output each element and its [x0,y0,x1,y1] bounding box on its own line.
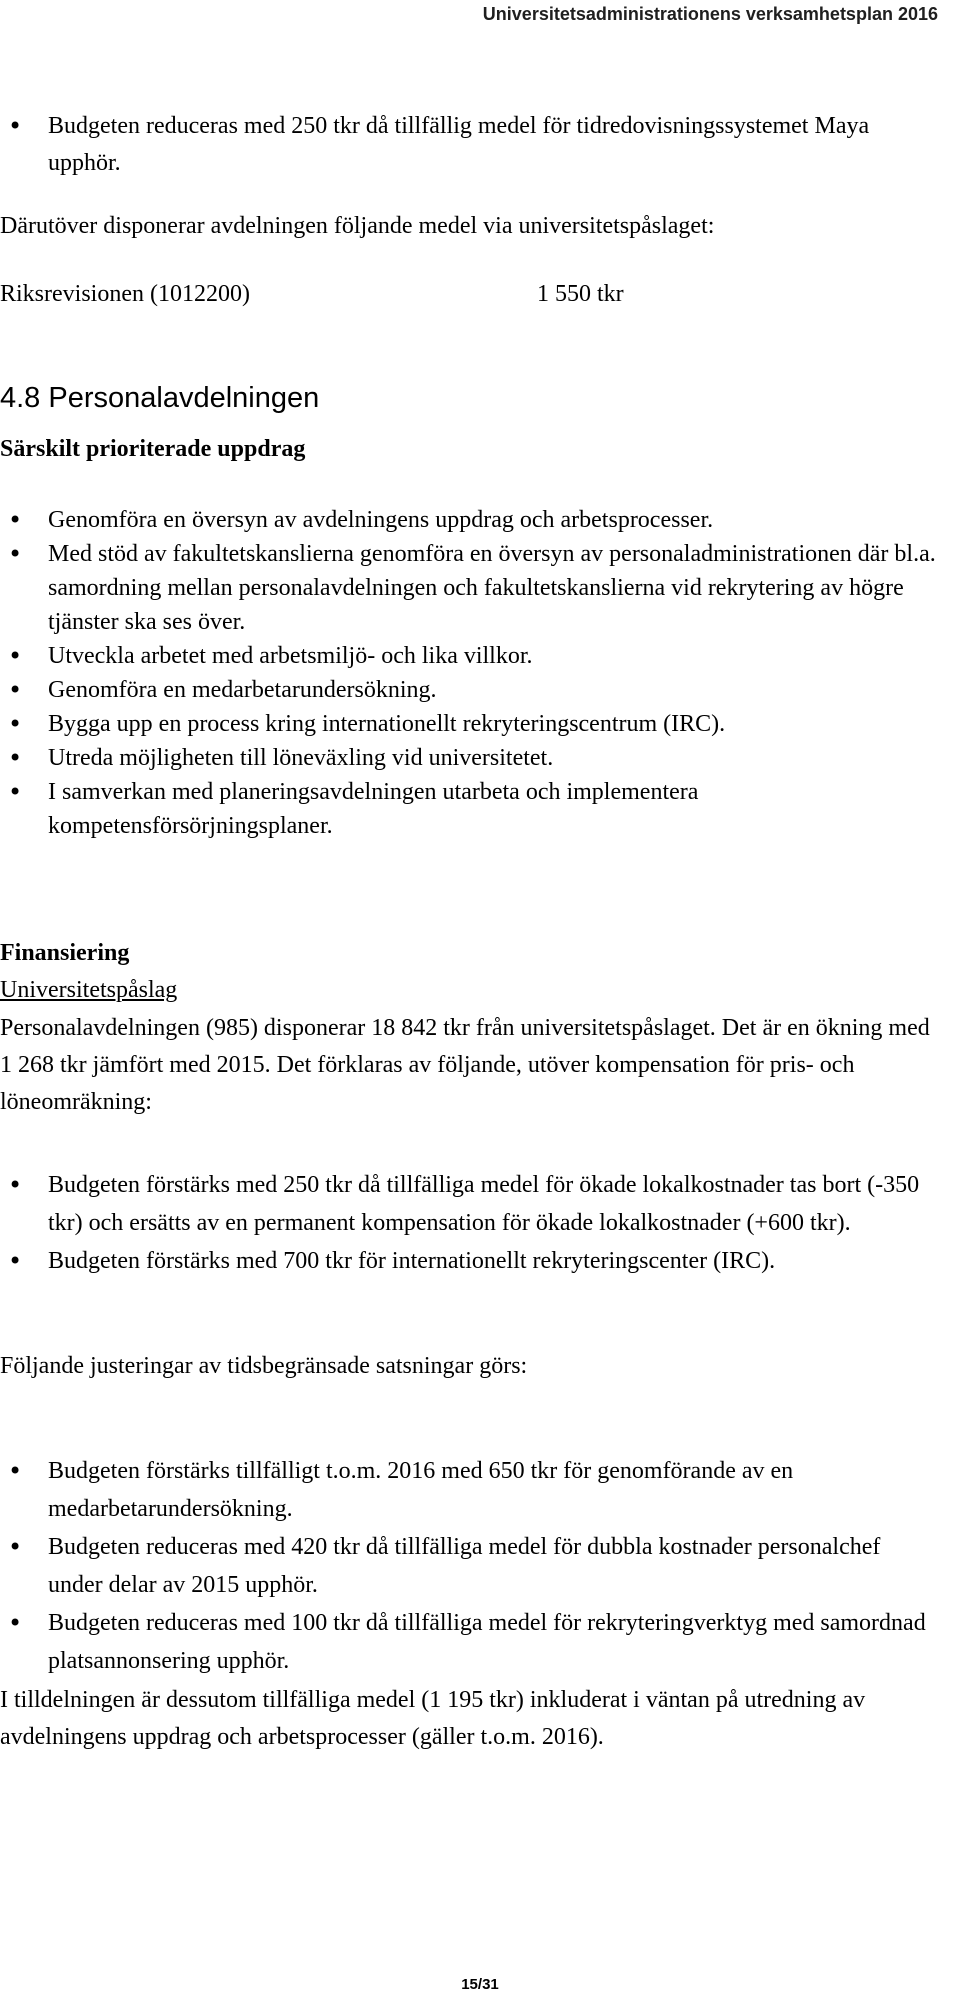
list-item: • Budgeten förstärks tillfälligt t.o.m. 2016 med 650 tkr för genomförande av en medarbetarundersökning. [0,1452,940,1528]
allocation-label: Riksrevisionen (1012200) [0,281,250,307]
list-item: • Budgeten reduceras med 250 tkr då tillfällig medel för tidredovisningssystemet Maya upphör. [0,108,940,182]
list-item: • Bygga upp en process kring internationellt rekryteringscentrum (IRC). [0,707,940,741]
list-item: • Med stöd av fakultetskanslierna genomföra en översyn av personaladministrationen där bl.a. samordning mellan personalavdelningen och fakultetskanslierna vid rekrytering av högre tjänster ska ses över. [0,537,940,639]
allocation-row [0,276,940,313]
financing-heading: Finansiering [0,940,130,966]
closing-paragraph: I tilldelningen är dessutom tillfälliga medel (1 195 tkr) inkluderat i väntan på utredning av avdelningens uppdrag och arbetsprocesser (gäller t.o.m. 2016). [0,1687,866,1750]
list-item: • Budgeten reduceras med 100 tkr då tillfälliga medel för rekryteringverktyg med samordnad platsannonsering upphör. [0,1604,940,1680]
list-item: • Utveckla arbetet med arbetsmiljö- och lika villkor. [0,639,940,673]
list-item: • Budgeten reduceras med 420 tkr då tillfälliga medel för dubbla kostnader personalchef under delar av 2015 upphör. [0,1528,940,1604]
page-number: 15/31 [461,1976,499,1993]
section-heading: 4.8 Personalavdelningen [0,382,320,414]
financing-bullet-list [0,1166,940,1280]
adjustments-intro: Följande justeringar av tidsbegränsade satsningar görs: [0,1353,528,1379]
list-item: • Budgeten förstärks med 700 tkr för internationellt rekryteringscenter (IRC). [0,1242,940,1280]
list-item: • I samverkan med planeringsavdelningen utarbeta och implementera kompetensförsörjningsplaner. [0,775,940,843]
financing-paragraph: Personalavdelningen (985) disponerar 18 842 tkr från universitetspåslaget. Det är en ökning med 1 268 tkr jämfört med 2015. Det förklaras av följande, utöver kompensation för pris- och löneomräkning: [0,1015,930,1115]
top-bullet-list [0,108,940,182]
section-subheading: Särskilt prioriterade uppdrag [0,436,306,462]
financing-subheading: Universitetspåslag [0,977,178,1003]
adjustments-list [0,1452,940,1680]
task-list [0,503,940,843]
running-header: Universitetsadministrationens verksamhetsplan 2016 [482,4,938,24]
intro-paragraph: Därutöver disponerar avdelningen följande medel via universitetspåslaget: [0,213,715,239]
list-item: • Genomföra en översyn av avdelningens uppdrag och arbetsprocesser. [0,503,940,537]
list-item: • Utreda möjligheten till löneväxling vid universitetet. [0,741,940,775]
list-item: • Genomföra en medarbetarundersökning. [0,673,940,707]
allocation-amount: 1 550 tkr [537,281,624,307]
list-item: • Budgeten förstärks med 250 tkr då tillfälliga medel för ökade lokalkostnader tas bort (-350 tkr) och ersätts av en permanent kompensation för ökade lokalkostnader (+600 tkr). [0,1166,940,1242]
